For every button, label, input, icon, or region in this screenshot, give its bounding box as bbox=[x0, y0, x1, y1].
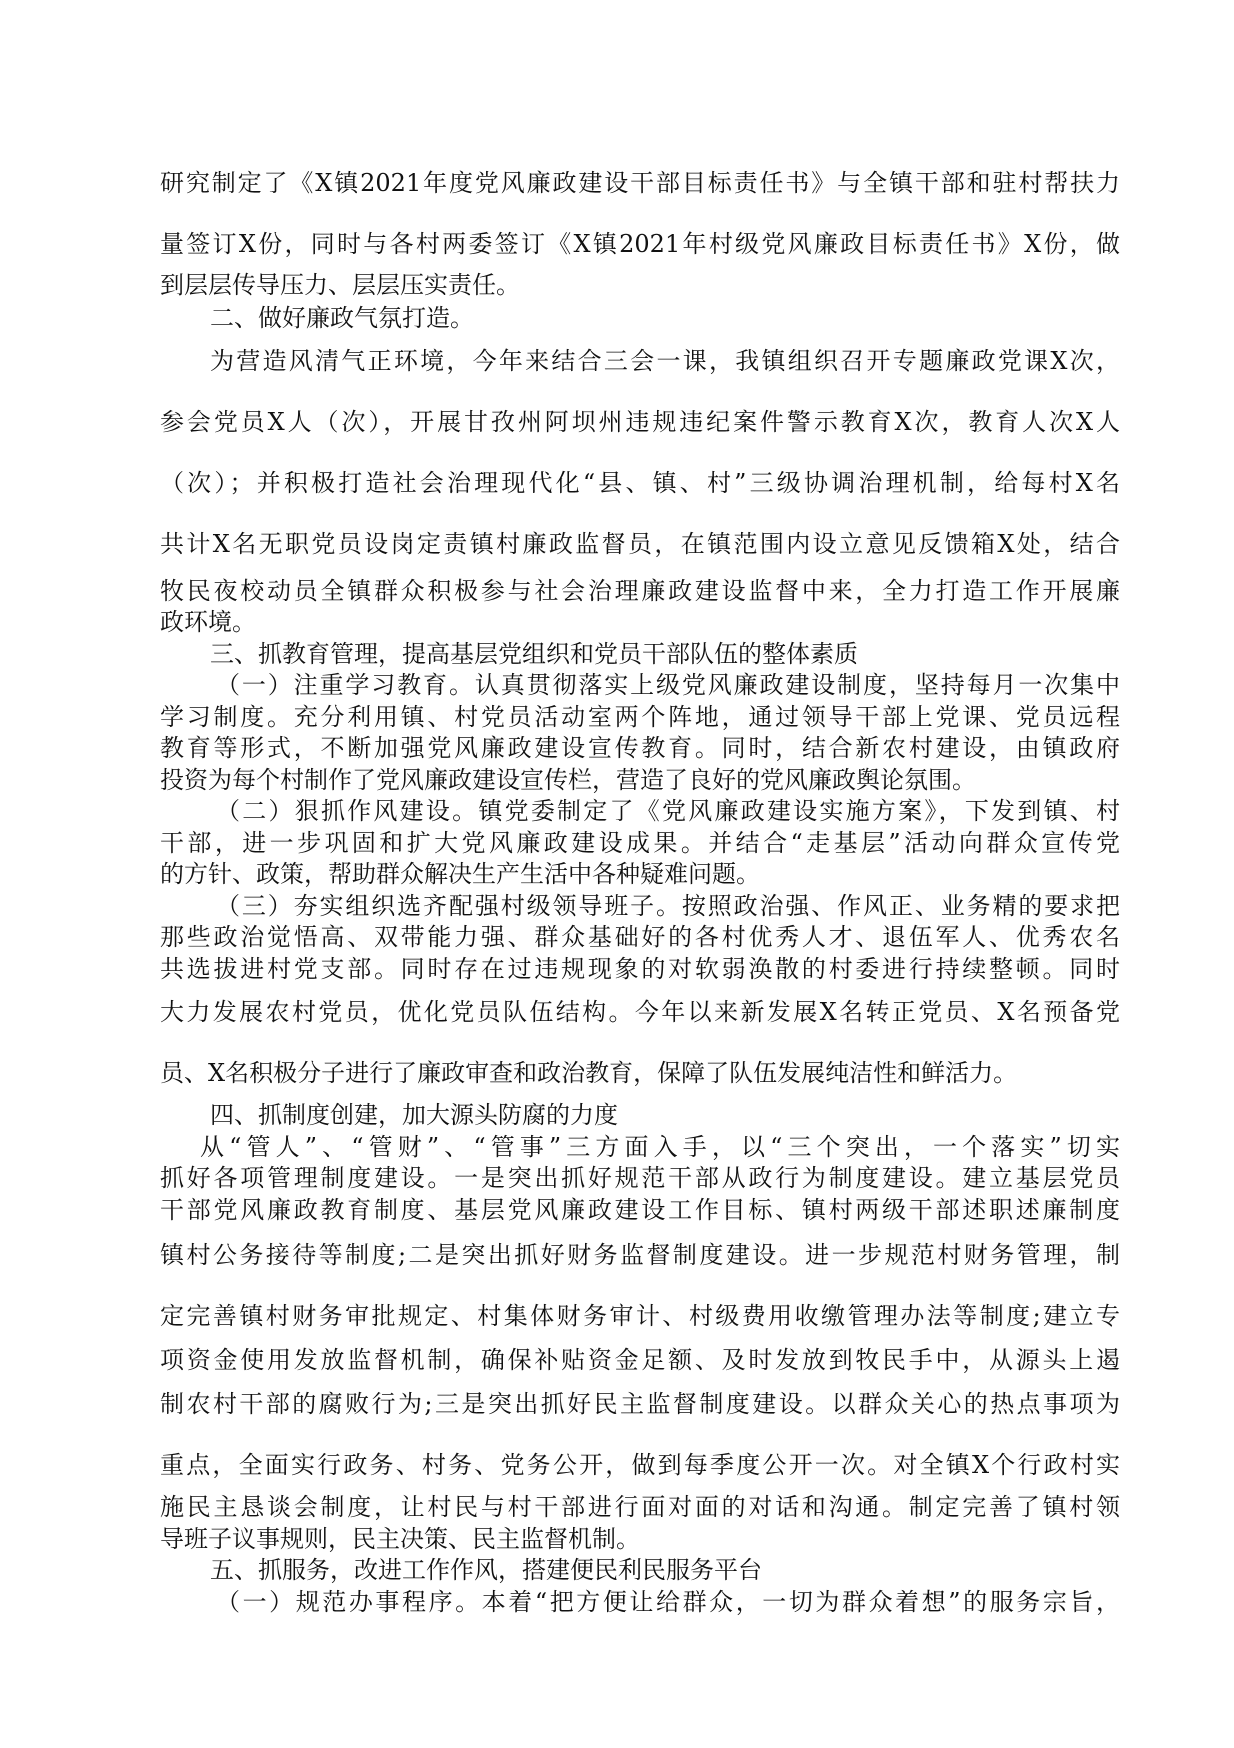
text-line: （一）注重学习教育。认真贯彻落实上级党风廉政建设制度，坚持每月一次集中 bbox=[216, 671, 1120, 699]
text-line: 干部党风廉政教育制度、基层党风廉政建设工作目标、镇村两级干部述职述廉制度 bbox=[160, 1196, 1120, 1224]
text-line: 那些政治觉悟高、双带能力强、群众基础好的各村优秀人才、退伍军人、优秀农名 bbox=[160, 923, 1120, 951]
text-line: 研究制定了《X镇2021年度党风廉政建设干部目标责任书》与全镇干部和驻村帮扶力 bbox=[160, 169, 1120, 197]
text-line: 项资金使用发放监督机制，确保补贴资金足额、及时发放到牧民手中，从源头上遏 bbox=[160, 1346, 1120, 1374]
text-line: 牧民夜校动员全镇群众积极参与社会治理廉政建设监督中来，全力打造工作开展廉 bbox=[160, 577, 1120, 605]
text-line: 学习制度。充分利用镇、村党员活动室两个阵地，通过领导干部上党课、党员远程 bbox=[160, 703, 1120, 731]
text-line: 制农村干部的腐败行为;三是突出抓好民主监督制度建设。以群众关心的热点事项为 bbox=[160, 1390, 1120, 1418]
text-line: 干部，进一步巩固和扩大党风廉政建设成果。并结合“走基层”活动向群众宣传党 bbox=[160, 829, 1120, 857]
text-line: 参会党员X人（次），开展甘孜州阿坝州违规违纪案件警示教育X次，教育人次X人 bbox=[160, 408, 1120, 436]
text-line: （三）夯实组织选齐配强村级领导班子。按照政治强、作风正、业务精的要求把 bbox=[216, 892, 1120, 920]
text-line: 定完善镇村财务审批规定、村集体财务审计、村级费用收缴管理办法等制度;建立专 bbox=[160, 1302, 1120, 1330]
text-line: 重点，全面实行政务、村务、党务公开，做到每季度公开一次。对全镇X个行政村实 bbox=[160, 1451, 1120, 1479]
text-line: 为营造风清气正环境，今年来结合三会一课，我镇组织召开专题廉政党课X次， bbox=[210, 347, 1120, 375]
text-line: 到层层传导压力、层层压实责任。 bbox=[160, 271, 520, 299]
text-line: 抓好各项管理制度建设。一是突出抓好规范干部从政行为制度建设。建立基层党员 bbox=[160, 1164, 1120, 1192]
section-heading: 三、抓教育管理，提高基层党组织和党员干部队伍的整体素质 bbox=[210, 640, 858, 668]
text-line: （一）规范办事程序。本着“把方便让给群众，一切为群众着想”的服务宗旨， bbox=[216, 1588, 1120, 1616]
text-line: 量签订X份，同时与各村两委签订《X镇2021年村级党风廉政目标责任书》X份，做 bbox=[160, 230, 1120, 258]
text-line: （二）狠抓作风建设。镇党委制定了《党风廉政建设实施方案》，下发到镇、村 bbox=[216, 797, 1120, 825]
section-heading: 四、抓制度创建，加大源头防腐的力度 bbox=[210, 1101, 618, 1129]
section-heading: 二、做好廉政气氛打造。 bbox=[210, 304, 474, 332]
text-line: 投资为每个村制作了党风廉政建设宣传栏，营造了良好的党风廉政舆论氛围。 bbox=[160, 766, 976, 794]
text-line: 大力发展农村党员，优化党员队伍结构。今年以来新发展X名转正党员、X名预备党 bbox=[160, 998, 1120, 1026]
text-line: 教育等形式，不断加强党风廉政建设宣传教育。同时，结合新农村建设，由镇政府 bbox=[160, 734, 1120, 762]
text-line: 从“管人”、“管财”、“管事”三方面入手，以“三个突出，一个落实”切实 bbox=[200, 1133, 1120, 1161]
text-line: 员、X名积极分子进行了廉政审查和政治教育，保障了队伍发展纯洁性和鲜活力。 bbox=[160, 1059, 1018, 1087]
section-heading: 五、抓服务，改进工作作风，搭建便民利民服务平台 bbox=[210, 1556, 762, 1584]
text-line: 共计X名无职党员设岗定责镇村廉政监督员，在镇范围内设立意见反馈箱X处，结合 bbox=[160, 530, 1120, 558]
text-line: （次）；并积极打造社会治理现代化“县、镇、村”三级协调治理机制，给每村X名 bbox=[160, 469, 1120, 497]
text-line: 共选拔进村党支部。同时存在过违规现象的对软弱涣散的村委进行持续整顿。同时 bbox=[160, 955, 1120, 983]
text-line: 镇村公务接待等制度;二是突出抓好财务监督制度建设。进一步规范村财务管理，制 bbox=[160, 1241, 1120, 1269]
text-line: 导班子议事规则，民主决策、民主监督机制。 bbox=[160, 1525, 640, 1553]
text-line: 施民主恳谈会制度，让村民与村干部进行面对面的对话和沟通。制定完善了镇村领 bbox=[160, 1493, 1120, 1521]
text-line: 政环境。 bbox=[160, 608, 256, 636]
text-line: 的方针、政策，帮助群众解决生产生活中各种疑难问题。 bbox=[160, 860, 760, 888]
